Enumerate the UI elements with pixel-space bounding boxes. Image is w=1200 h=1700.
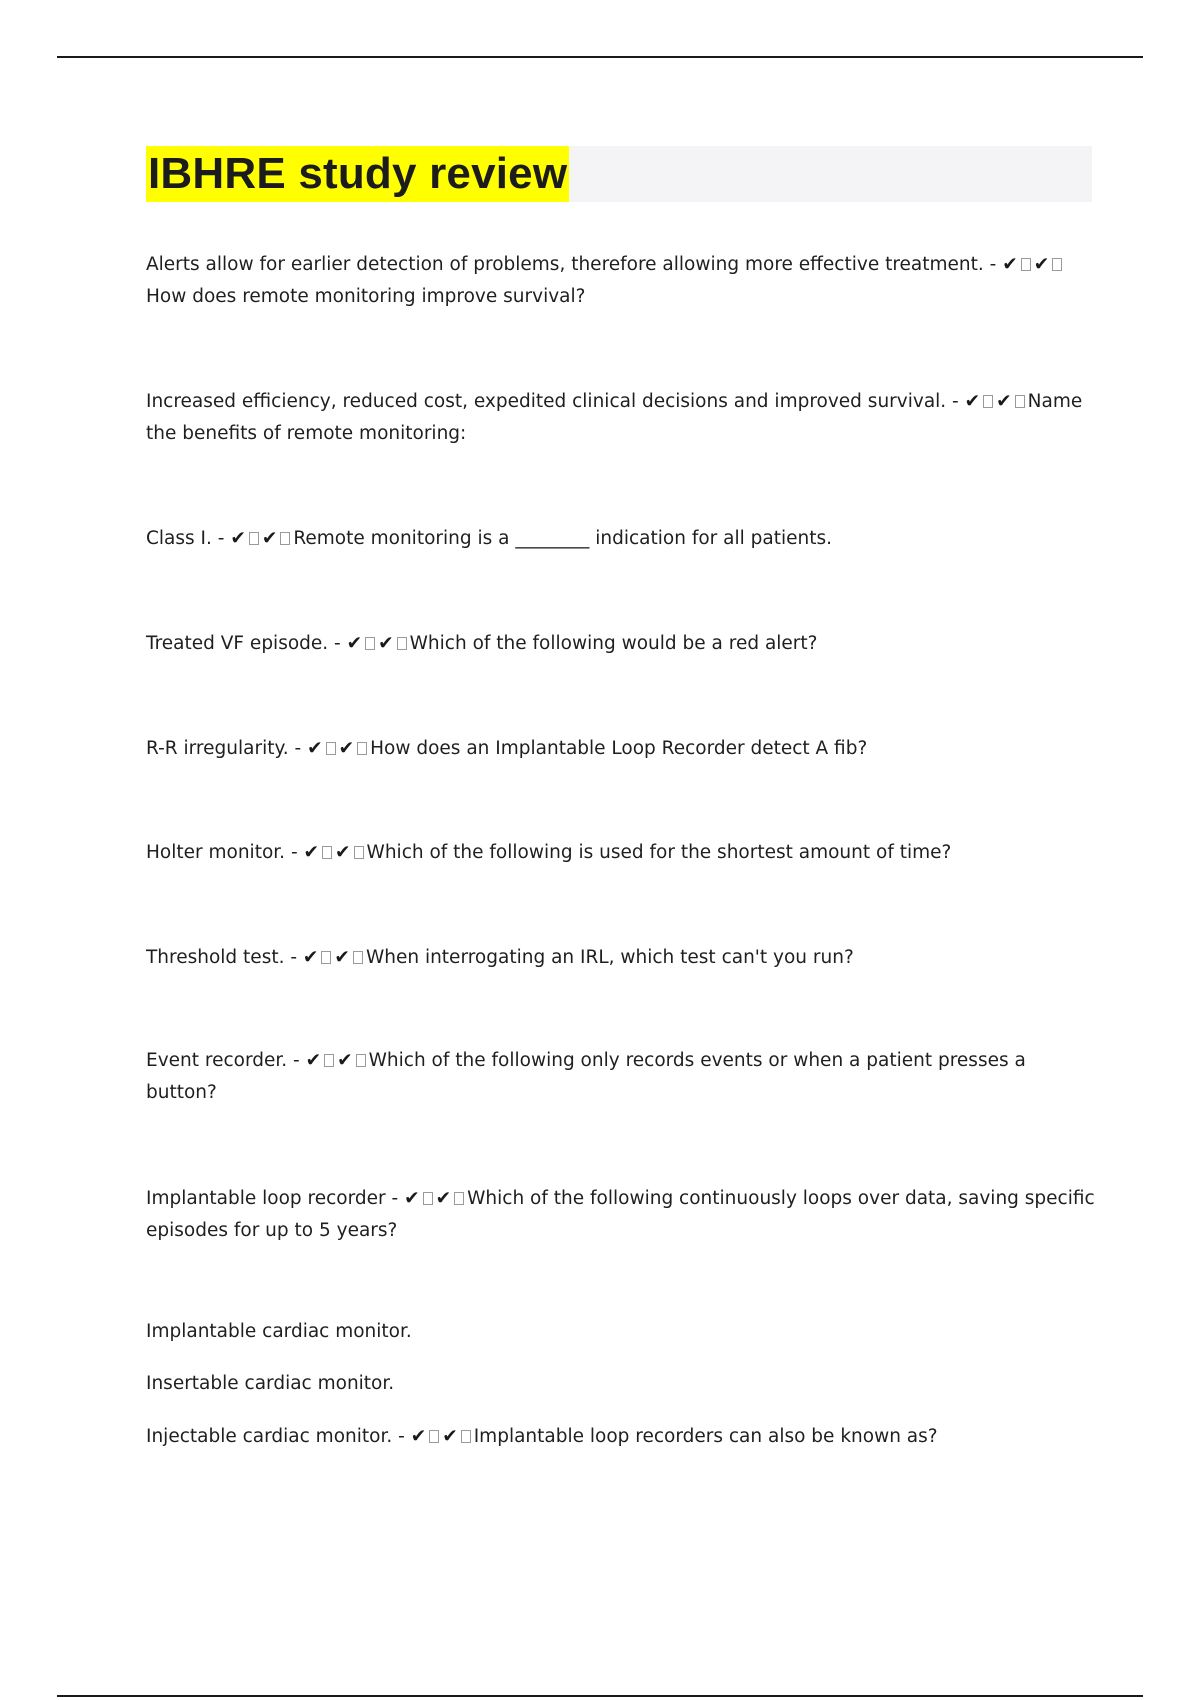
answer-text: Event recorder. [146,1050,288,1071]
qa-item [146,628,1096,660]
box-icon [1052,258,1062,271]
check-icon: ✔ [346,633,363,654]
check-icon: ✔ [307,738,323,759]
question-text: Remote monitoring is a ________ indication for all patients. [293,528,832,549]
qa-item [146,1045,1096,1109]
box-icon [1015,395,1025,408]
box-icon [454,1192,464,1205]
check-icon: ✔ [964,391,981,412]
separator: - [983,254,1003,275]
box-icon [321,951,331,964]
box-icon [1021,258,1031,271]
box-icon [365,637,375,650]
answer-text: R-R irregularity. [146,738,289,759]
check-icon: ✔ [303,842,320,863]
separator: - [284,947,303,968]
qa-item [146,837,1096,869]
check-icon: ✔ [435,1188,452,1209]
answer-text: Threshold test. [146,947,285,968]
separator: - [211,528,231,549]
qa-item [146,249,1096,313]
separator: - [328,633,347,654]
separator: - [287,1050,306,1071]
answer-text: Increased efficiency, reduced cost, expedited clinical decisions and improved survival. [146,391,947,412]
check-icon: ✔ [378,633,394,654]
check-icon: ✔ [302,947,319,968]
question-text: How does an Implantable Loop Recorder detect A fib? [370,738,868,759]
question-text: Which of the following only records events or when a patient presses a button? [146,1050,1026,1103]
check-icon: ✔ [442,1426,458,1447]
box-icon [397,637,407,650]
qa-item [146,733,1096,765]
check-icon: ✔ [996,391,1012,412]
header-rule [57,56,1143,58]
question-text: When interrogating an IRL, which test can't you run? [365,947,854,968]
box-icon [324,1054,334,1067]
box-icon [461,1430,471,1443]
check-icon: ✔ [338,738,355,759]
document-title: IBHRE study review [146,146,569,202]
check-icon: ✔ [261,528,278,549]
box-icon [983,395,993,408]
box-icon [354,846,364,859]
qa-item [146,523,1096,555]
answer-text: Treated VF episode. [146,633,329,654]
answer-text: Holter monitor. [146,842,286,863]
answer-text: Alerts allow for earlier detection of problems, therefore allowing more effective treatment. [146,254,984,275]
box-icon [356,1054,366,1067]
box-icon [249,532,259,545]
check-icon: ✔ [334,947,350,968]
qa-item [146,1421,1096,1453]
box-icon [429,1430,439,1443]
question-text: Name the benefits of remote monitoring: [146,391,1083,444]
question-text: How does remote monitoring improve survival? [146,286,586,307]
question-text: Which of the following is used for the shortest amount of time? [366,842,952,863]
footer-rule [57,1695,1143,1697]
box-icon [326,742,336,755]
box-icon [280,532,290,545]
box-icon [357,742,367,755]
separator: - [385,1188,405,1209]
qa-item [146,1183,1096,1247]
box-icon [353,951,363,964]
answer-line: Insertable cardiac monitor. [146,1373,395,1394]
check-icon: ✔ [305,1050,322,1071]
check-icon: ✔ [410,1426,427,1447]
question-text: Which of the following would be a red alert? [409,633,818,654]
separator: - [946,391,965,412]
answer-text: Class I. [146,528,212,549]
qa-item [146,386,1096,450]
answer-text: Injectable cardiac monitor. [146,1426,393,1447]
check-icon: ✔ [1002,254,1018,275]
check-icon: ✔ [230,528,246,549]
qa-item [146,942,1096,974]
check-icon: ✔ [404,1188,420,1209]
check-icon: ✔ [1033,254,1050,275]
separator: - [392,1426,411,1447]
box-icon [423,1192,433,1205]
answer-line: Implantable cardiac monitor. [146,1321,412,1342]
question-text: Implantable loop recorders can also be known as? [473,1426,938,1447]
question-text: Which of the following continuously loops over data, saving specific episodes for up to 5 years? [146,1188,1095,1241]
separator: - [285,842,304,863]
check-icon: ✔ [337,1050,353,1071]
answer-text: Implantable loop recorder [146,1188,386,1209]
check-icon: ✔ [335,842,351,863]
separator: - [288,738,308,759]
box-icon [322,846,332,859]
